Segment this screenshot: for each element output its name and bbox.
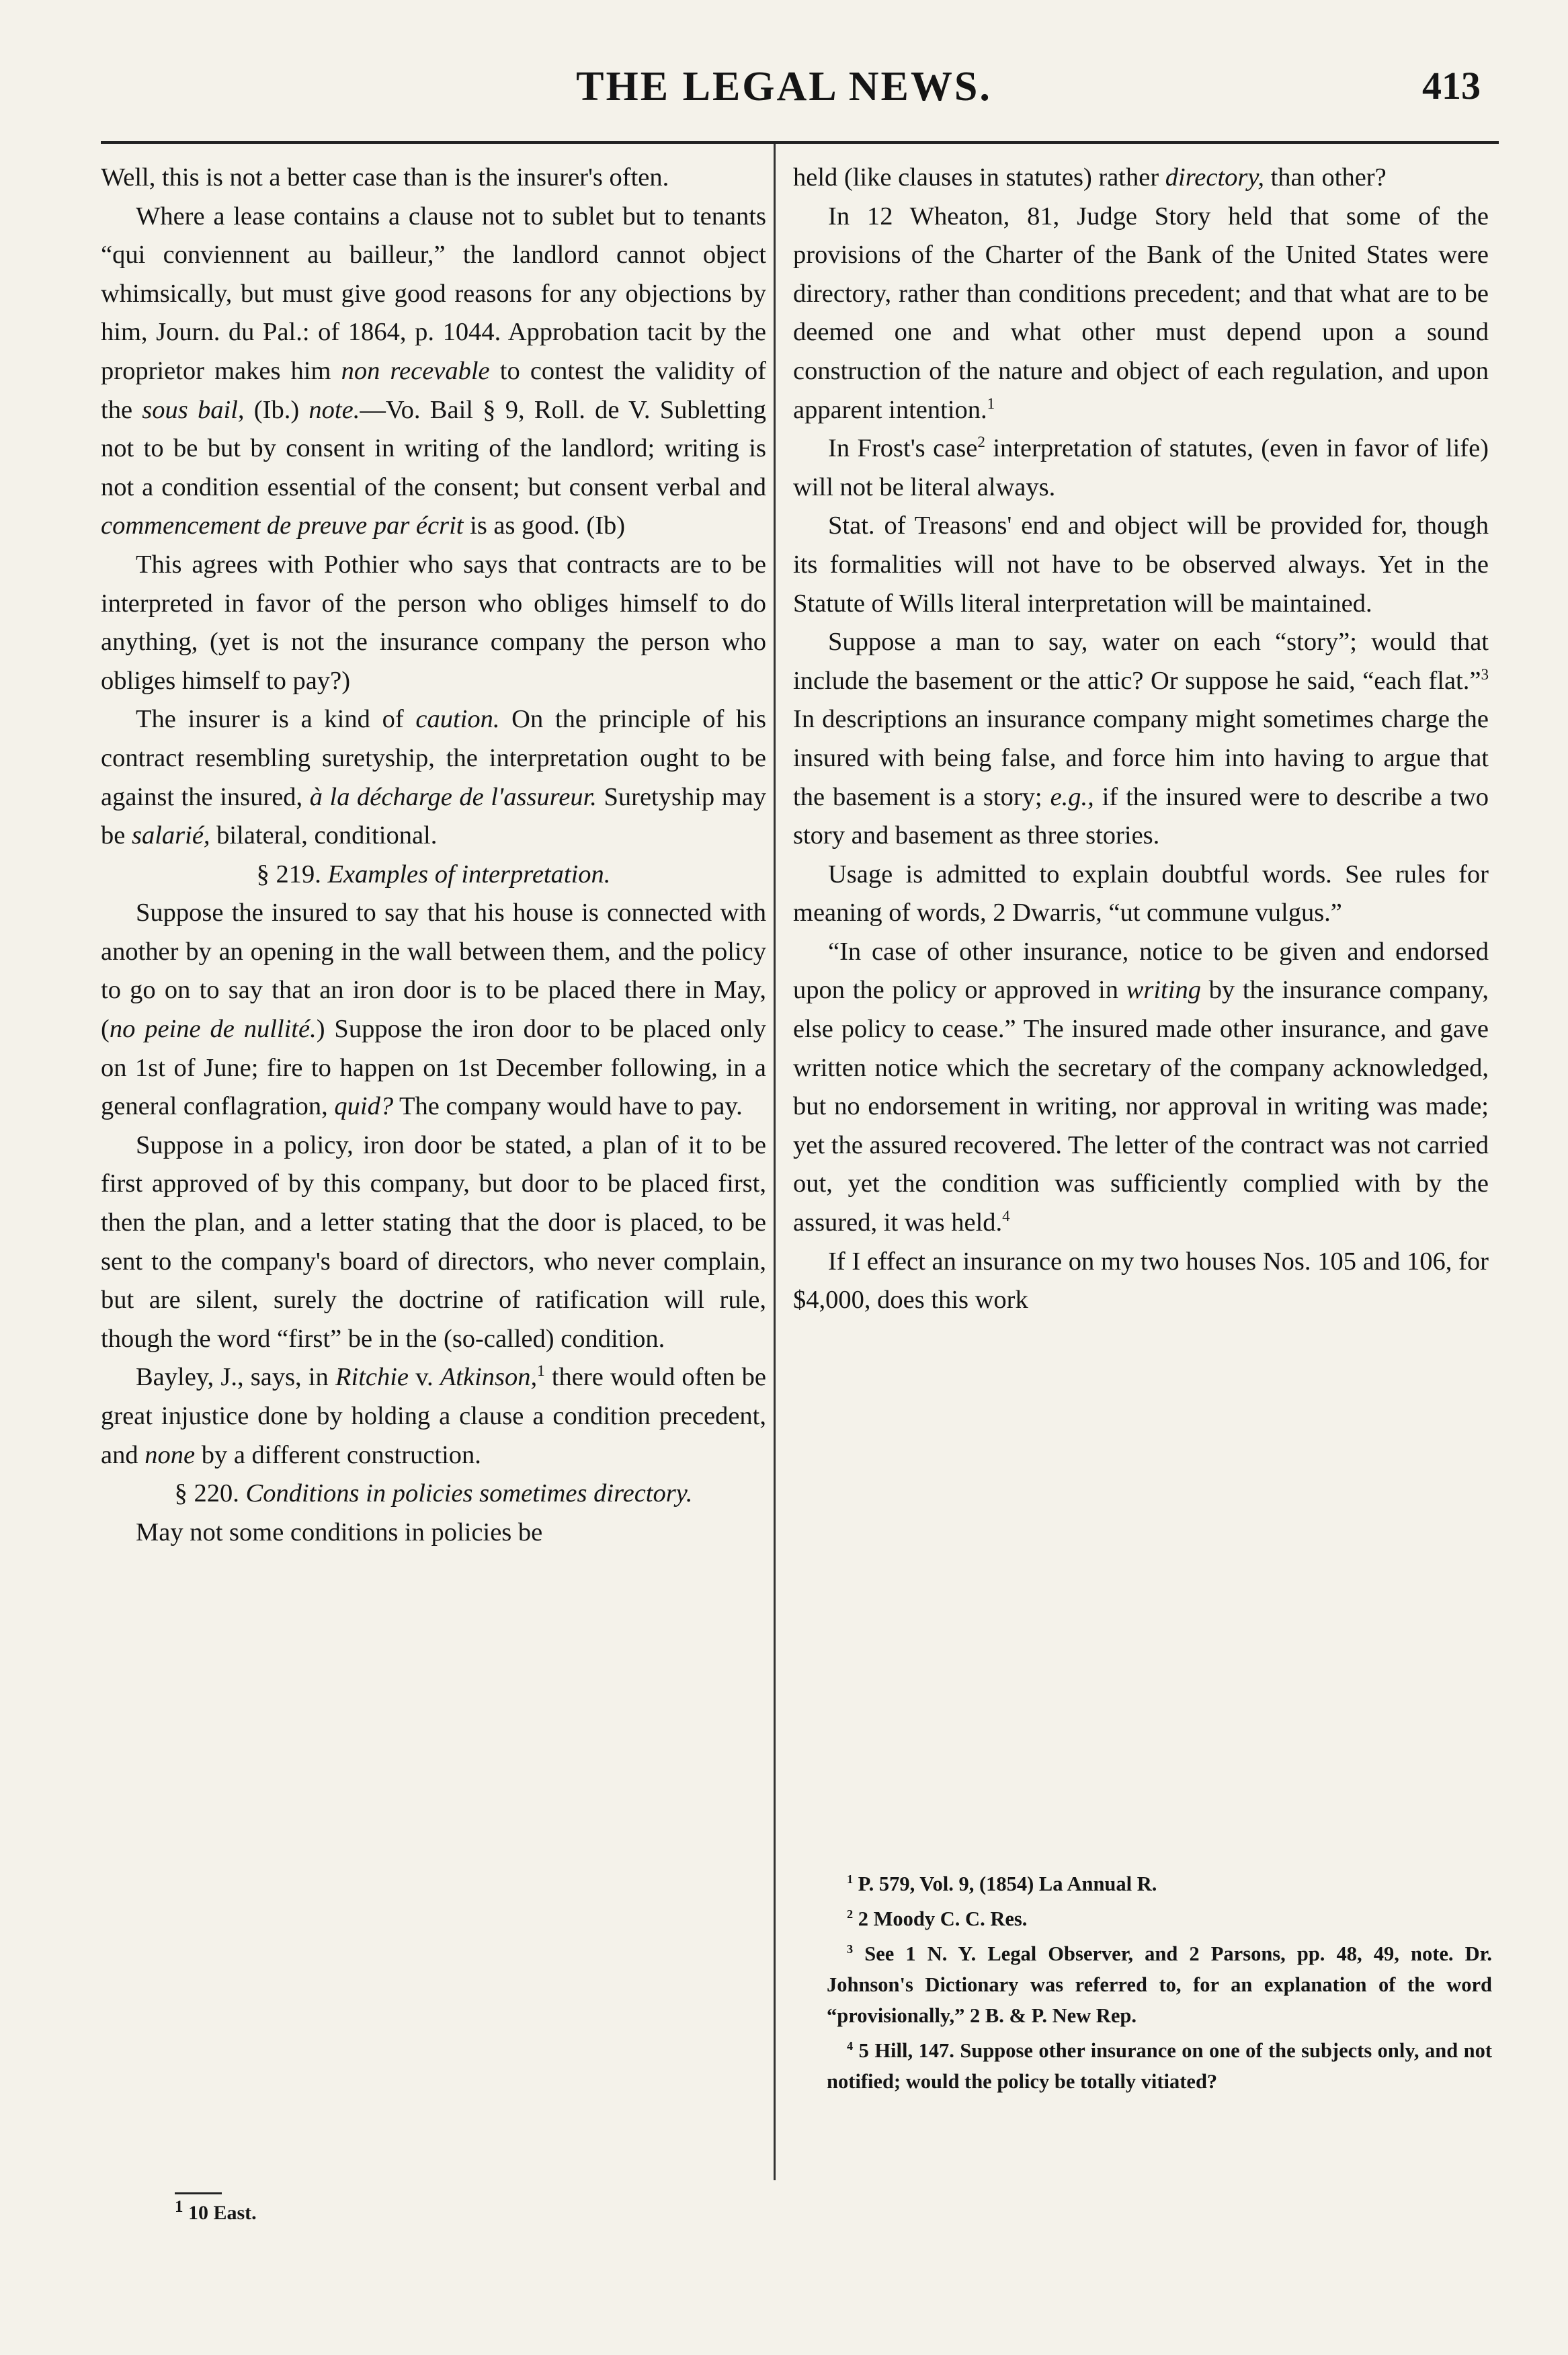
page-header [0,48,1568,122]
footnotes [827,1868,1492,2101]
footnote: $^4$ 5 Hill, 147. Suppose other insurance on one of the subjects only, and not notified; would the policy be totally vitiated? [827,2038,1492,2093]
paragraph: If I effect an insurance on my two houses Nos. 105 and 106, for $4,000, does this work [793,1247,1489,1315]
column-divider [774,144,776,2180]
paragraph: Suppose the insured to say that his house is connected with another by an opening in the wall between them, and the policy to go on to say that an iron door is to be placed there in May, (no peine de nullité.) Suppose the iron door to be placed only on 1st of June; fire to happen on 1st December following, in a general conflagration, quid? The company would have to pay. [101,899,766,1121]
paragraph: held (like clauses in statutes) rather directory, than other? [793,163,1387,192]
left-column [101,159,766,1552]
footnote-rule [175,2192,222,2194]
paragraph: Suppose a man to say, water on each “story”; would that include the basement or the attic? Or suppose he said, “each flat.”$^3$ In descriptions an insurance company might sometimes charge the insured with being false, and force him into having to argue that the basement is a story; e.g., if the insured were to describe a two story and basement as three stories. [793,628,1489,850]
paragraph: The insurer is a kind of caution. On the principle of his contract resembling suretyship, the interpretation ought to be against the insured, à la décharge de l'assureur. Suretyship may be salarié, bilateral, conditional. [101,705,767,850]
paragraph: Stat. of Treasons' end and object will be provided for, though its formalities will not have to be observed always. Yet in the Statute of Wills literal interpretation will be maintained. [793,511,1489,618]
page-number: 413 [1422,64,1481,108]
paragraph: May not some conditions in policies be [136,1518,543,1546]
footnote-left: $^1$ 10 East. [175,2198,257,2224]
section-heading-219: § 219. Examples of interpretation. [256,860,611,889]
paragraph: “In case of other insurance, notice to be given and endorsed upon the policy or approved in writing by the insurance company, else policy to cease.” The insured made other insurance, and gave written notice which the secretary of the company acknowledged, but no endorsement in writing, nor approval in writing was made; yet the assured recovered. The letter of the contract was not carried out, yet the condition was sufficiently complied with by the assured, it was held.$^4$ [793,937,1489,1237]
paragraph: Where a lease contains a clause not to sublet but to tenants “qui conviennent au bailleur,” the landlord cannot object whimsically, but must give good reasons for any objections by him, Journ. du Pal.: of 1864, p. 1044. Approbation tacit by the proprietor makes him non recevable to contest the validity of the sous bail, (Ib.) note.—Vo. Bail § 9, Roll. de V. Subletting not to be but by consent in writing of the landlord; writing is not a condition essential of the consent; but consent verbal and commencement de preuve par écrit is as good. (Ib) [101,202,766,540]
footnote: $^1$ P. 579, Vol. 9, (1854) La Annual R. [847,1872,1157,1895]
right-column [793,159,1489,1320]
section-heading-220: § 220. Conditions in policies sometimes directory. [174,1479,693,1508]
footnote: $^3$ See 1 N. Y. Legal Observer, and 2 Parsons, pp. 48, 49, note. Dr. Johnson's Dictionary was referred to, for an explanation of the word “provisionally,” 2 B. & P. New Rep. [827,1942,1493,2027]
paragraph: Usage is admitted to explain doubtful words. See rules for meaning of words, 2 Dwarris, “ut commune vulgus.” [793,860,1489,927]
paragraph: Bayley, J., says, in Ritchie v. Atkinson,$^1$ there would often be great injustice done by holding a clause a condition precedent, and none by a different construction. [101,1362,767,1469]
header-rule [101,141,1499,144]
paragraph: In 12 Wheaton, 81, Judge Story held that some of the provisions of the Charter of the Bank of the United States were directory, rather than conditions precedent; and that what are to be deemed one and what other must depend upon a sound construction of the nature and object of each regulation, and upon apparent intention.$^1$ [793,202,1489,424]
paragraph: This agrees with Pothier who says that contracts are to be interpreted in favor of the person who obliges himself to do anything, (yet is not the insurance company the person who obliges himself to pay?) [101,550,766,695]
paragraph: Well, this is not a better case than is the insurer's often. [101,163,669,192]
footnote: $^2$ 2 Moody C. C. Res. [847,1907,1028,1930]
paragraph: Suppose in a policy, iron door be stated, a plan of it to be first approved of by this company, but door to be placed first, then the plan, and a letter stating that the door is placed, to be sent to the company's board of directors, who never complain, but are silent, surely the doctrine of ratification will rule, though the word “first” be in the (so-called) condition. [101,1130,766,1353]
running-title: THE LEGAL NEWS. [576,64,992,110]
paragraph: In Frost's case$^2$ interpretation of statutes, (even in favor of life) will not be literal always. [793,433,1489,501]
